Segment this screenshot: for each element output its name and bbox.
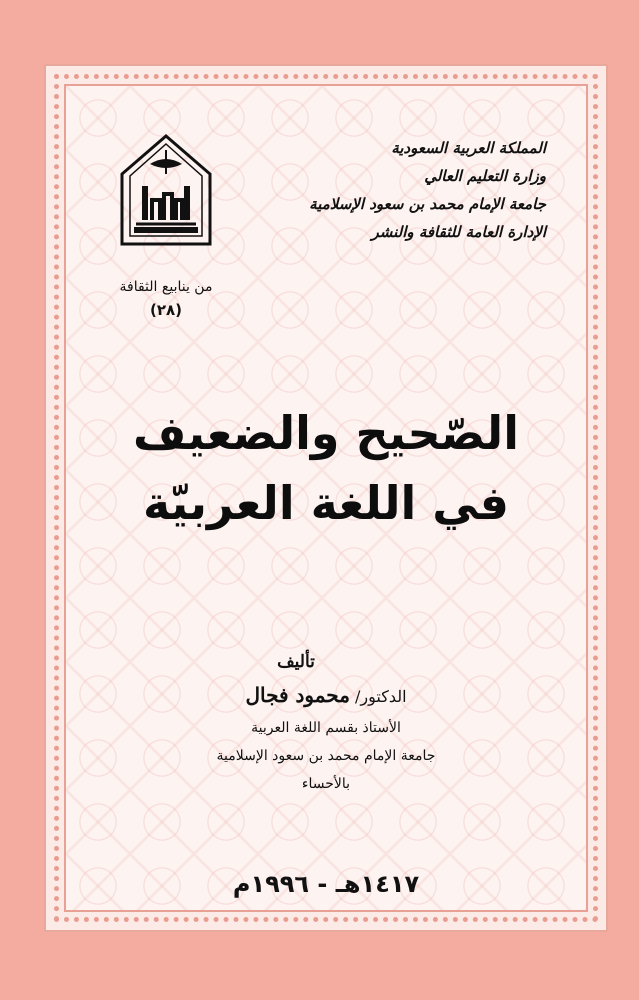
series-name: من ينابيع الثقافة xyxy=(119,279,213,295)
university-logo xyxy=(120,134,212,246)
header-line-department: الإدارة العامة للثقافة والنشر xyxy=(371,223,546,241)
author-title-prefix: الدكتور/ xyxy=(355,687,407,706)
title-line-2: في اللغة العربيّة xyxy=(143,476,509,530)
publication-date: ١٤١٧هـ - ١٩٩٦م xyxy=(232,870,420,898)
author-position: الأستاذ بقسم اللغة العربية xyxy=(251,720,401,736)
book-title xyxy=(66,398,586,538)
author-name: محمود فجال xyxy=(245,683,350,707)
author-university: جامعة الإمام محمد بن سعود الإسلامية xyxy=(216,748,436,764)
series-info xyxy=(104,276,228,322)
book-cover xyxy=(44,64,608,932)
header-line-university: جامعة الإمام محمد بن سعود الإسلامية xyxy=(309,195,546,213)
header-line-kingdom: المملكة العربية السعودية xyxy=(391,139,546,157)
institution-header xyxy=(309,134,546,246)
author-name-row xyxy=(66,678,586,714)
cover-panel xyxy=(64,84,588,912)
title-line-1: الصّحيح والضعيف xyxy=(133,406,519,460)
series-number: (٢٨) xyxy=(149,301,183,319)
author-block xyxy=(66,646,586,798)
author-label: تأليف xyxy=(277,652,315,672)
author-branch: بالأحساء xyxy=(301,776,351,792)
header-line-ministry: وزارة التعليم العالي xyxy=(424,167,546,185)
